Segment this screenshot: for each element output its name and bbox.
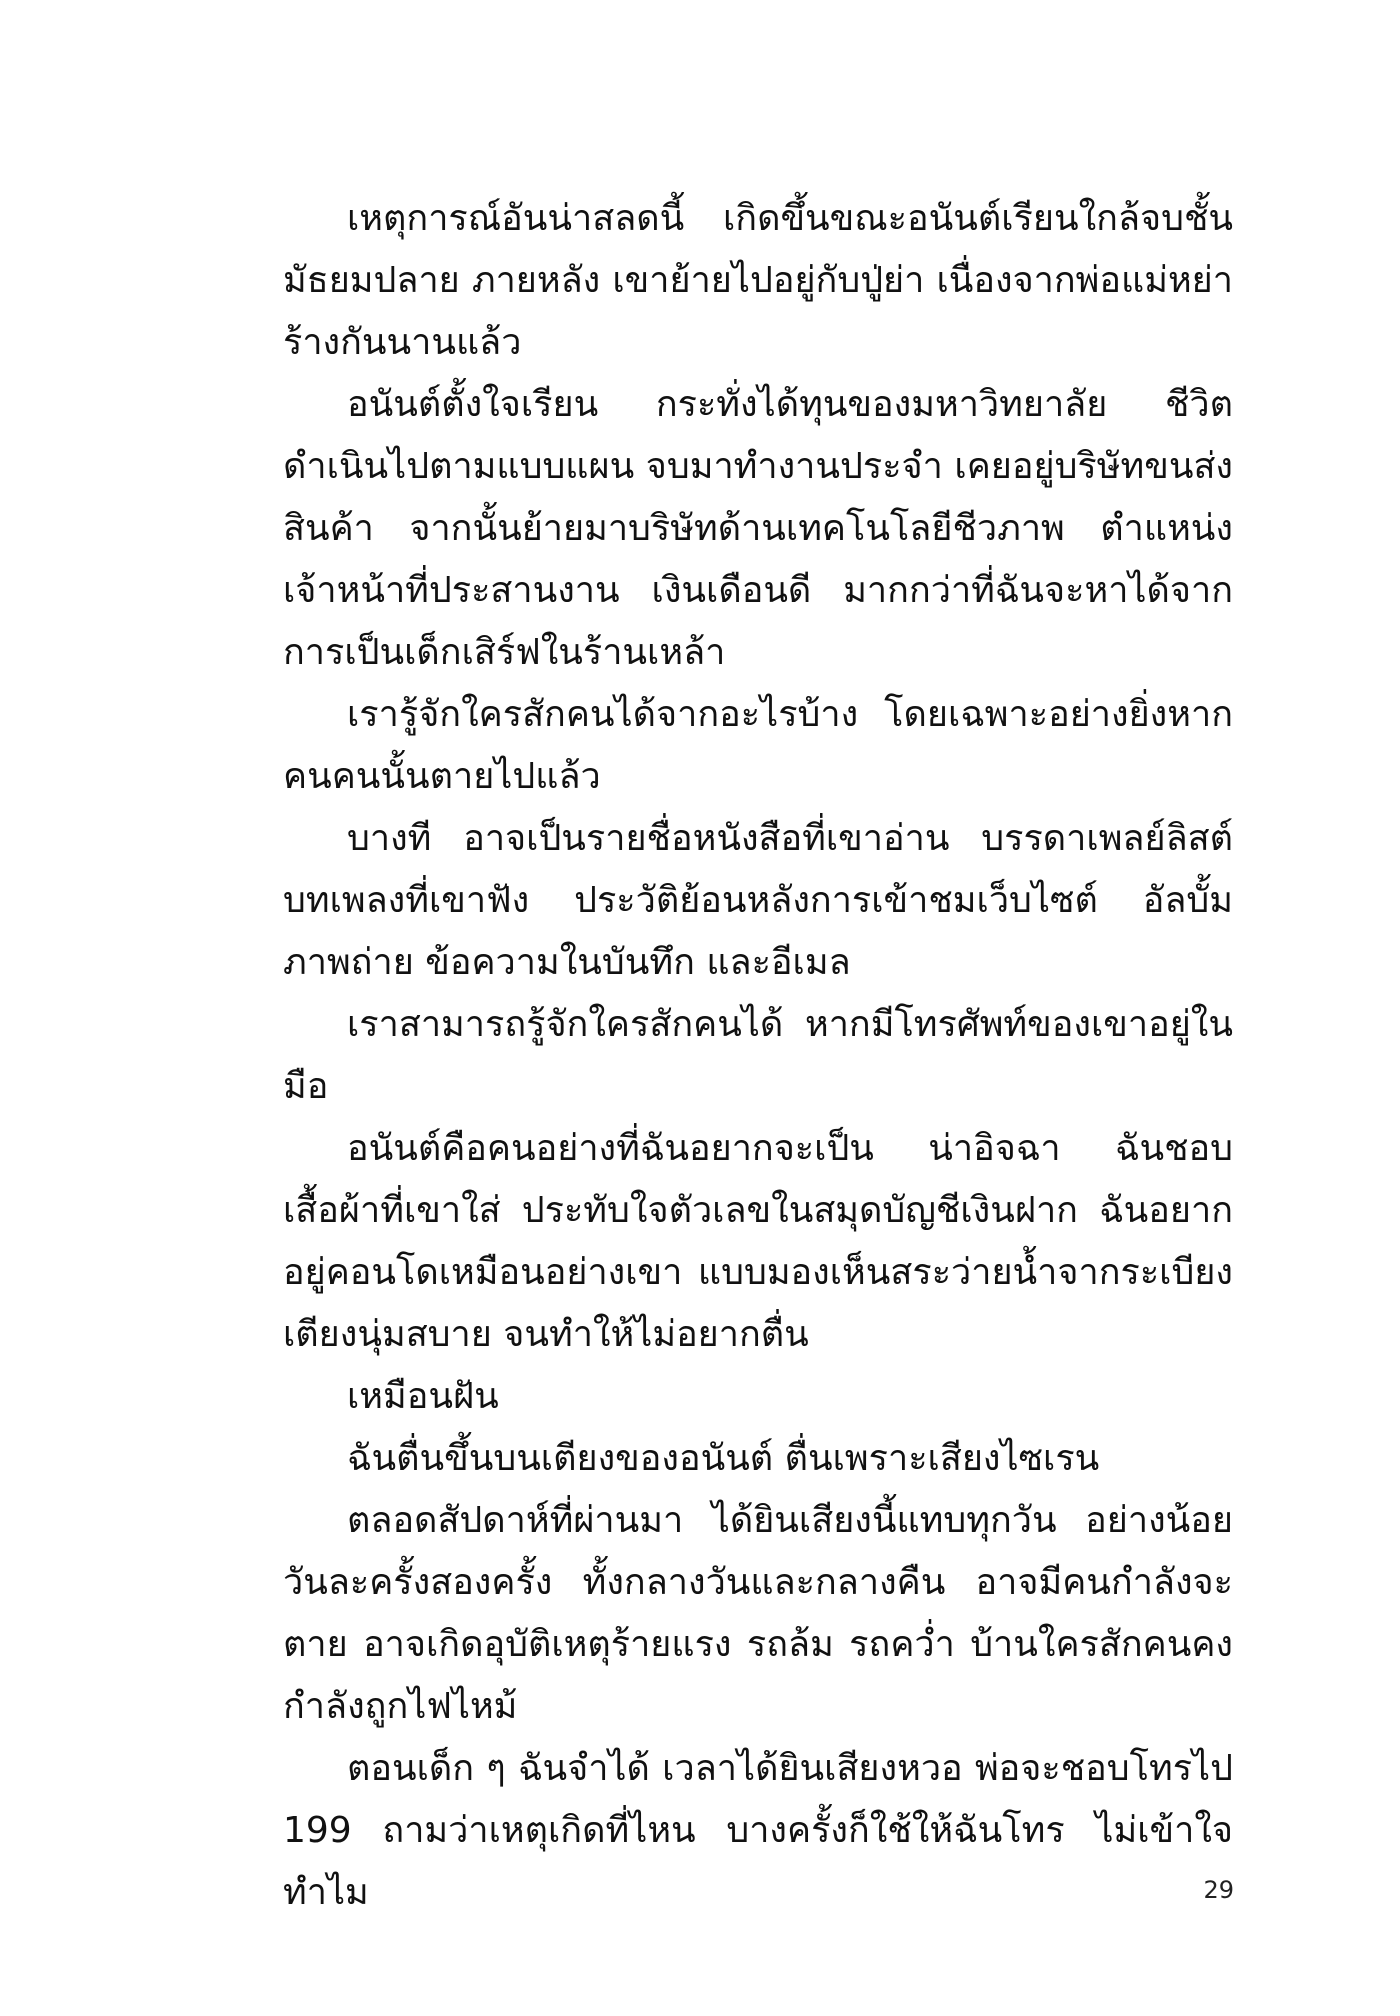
paragraph-4: บางที อาจเป็นรายชื่อหนังสือที่เขาอ่าน บรรดาเพลย์ลิสต์บทเพลงที่เขาฟัง ประวัติย้อนหลังการเข้าชมเว็บไซต์ อัลบั้มภาพถ่าย ข้อความในบันทึก และอีเมล (283, 818, 1233, 983)
page-number: 29 (1203, 1876, 1234, 1904)
paragraph-10: ตอนเด็ก ๆ ฉันจำได้ เวลาได้ยินเสียงหวอ พ่อจะชอบโทรไป 199 ถามว่าเหตุเกิดที่ไหน บางครั้งก็ใช้ให้ฉันโทร ไม่เข้าใจ ทำไม (283, 1748, 1233, 1913)
paragraph-6: อนันต์คือคนอย่างที่ฉันอยากจะเป็น น่าอิจฉา ฉันชอบเสื้อผ้าที่เขาใส่ ประทับใจตัวเลขในสมุดบัญชีเงินฝาก ฉันอยากอยู่คอนโดเหมือนอย่างเขา แบบมองเห็นสระว่ายน้ำจากระเบียง เตียงนุ่มสบาย จนทำให้ไม่อยากตื่น (283, 1128, 1233, 1355)
body-text (283, 188, 1233, 1924)
paragraph-2: อนันต์ตั้งใจเรียน กระทั่งได้ทุนของมหาวิทยาลัย ชีวิตดำเนินไปตามแบบแผน จบมาทำงานประจำ เคยอยู่บริษัทขนส่งสินค้า จากนั้นย้ายมาบริษัทด้านเทคโนโลยีชีวภาพ ตำแหน่งเจ้าหน้าที่ประสานงาน เงินเดือนดี มากกว่าที่ฉันจะหาได้จากการเป็นเด็กเสิร์ฟในร้านเหล้า (283, 384, 1233, 673)
paragraph-7: เหมือนฝัน (347, 1376, 499, 1417)
paragraph-8: ฉันตื่นขึ้นบนเตียงของอนันต์ ตื่นเพราะเสียงไซเรน (347, 1438, 1100, 1479)
paragraph-1: เหตุการณ์อันน่าสลดนี้ เกิดขึ้นขณะอนันต์เรียนใกล้จบชั้นมัธยมปลาย ภายหลัง เขาย้ายไปอยู่กับปู่ย่า เนื่องจากพ่อแม่หย่าร้างกันนานแล้ว (283, 198, 1233, 363)
paragraph-3: เรารู้จักใครสักคนได้จากอะไรบ้าง โดยเฉพาะอย่างยิ่งหากคนคนนั้นตายไปแล้ว (283, 694, 1233, 797)
paragraph-5: เราสามารถรู้จักใครสักคนได้ หากมีโทรศัพท์ของเขาอยู่ในมือ (283, 1004, 1233, 1107)
paragraph-9: ตลอดสัปดาห์ที่ผ่านมา ได้ยินเสียงนี้แทบทุกวัน อย่างน้อยวันละครั้งสองครั้ง ทั้งกลางวันและกลางคืน อาจมีคนกำลังจะตาย อาจเกิดอุบัติเหตุร้ายแรง รถล้ม รถคว่ำ บ้านใครสักคนคงกำลังถูกไฟไหม้ (283, 1500, 1233, 1727)
